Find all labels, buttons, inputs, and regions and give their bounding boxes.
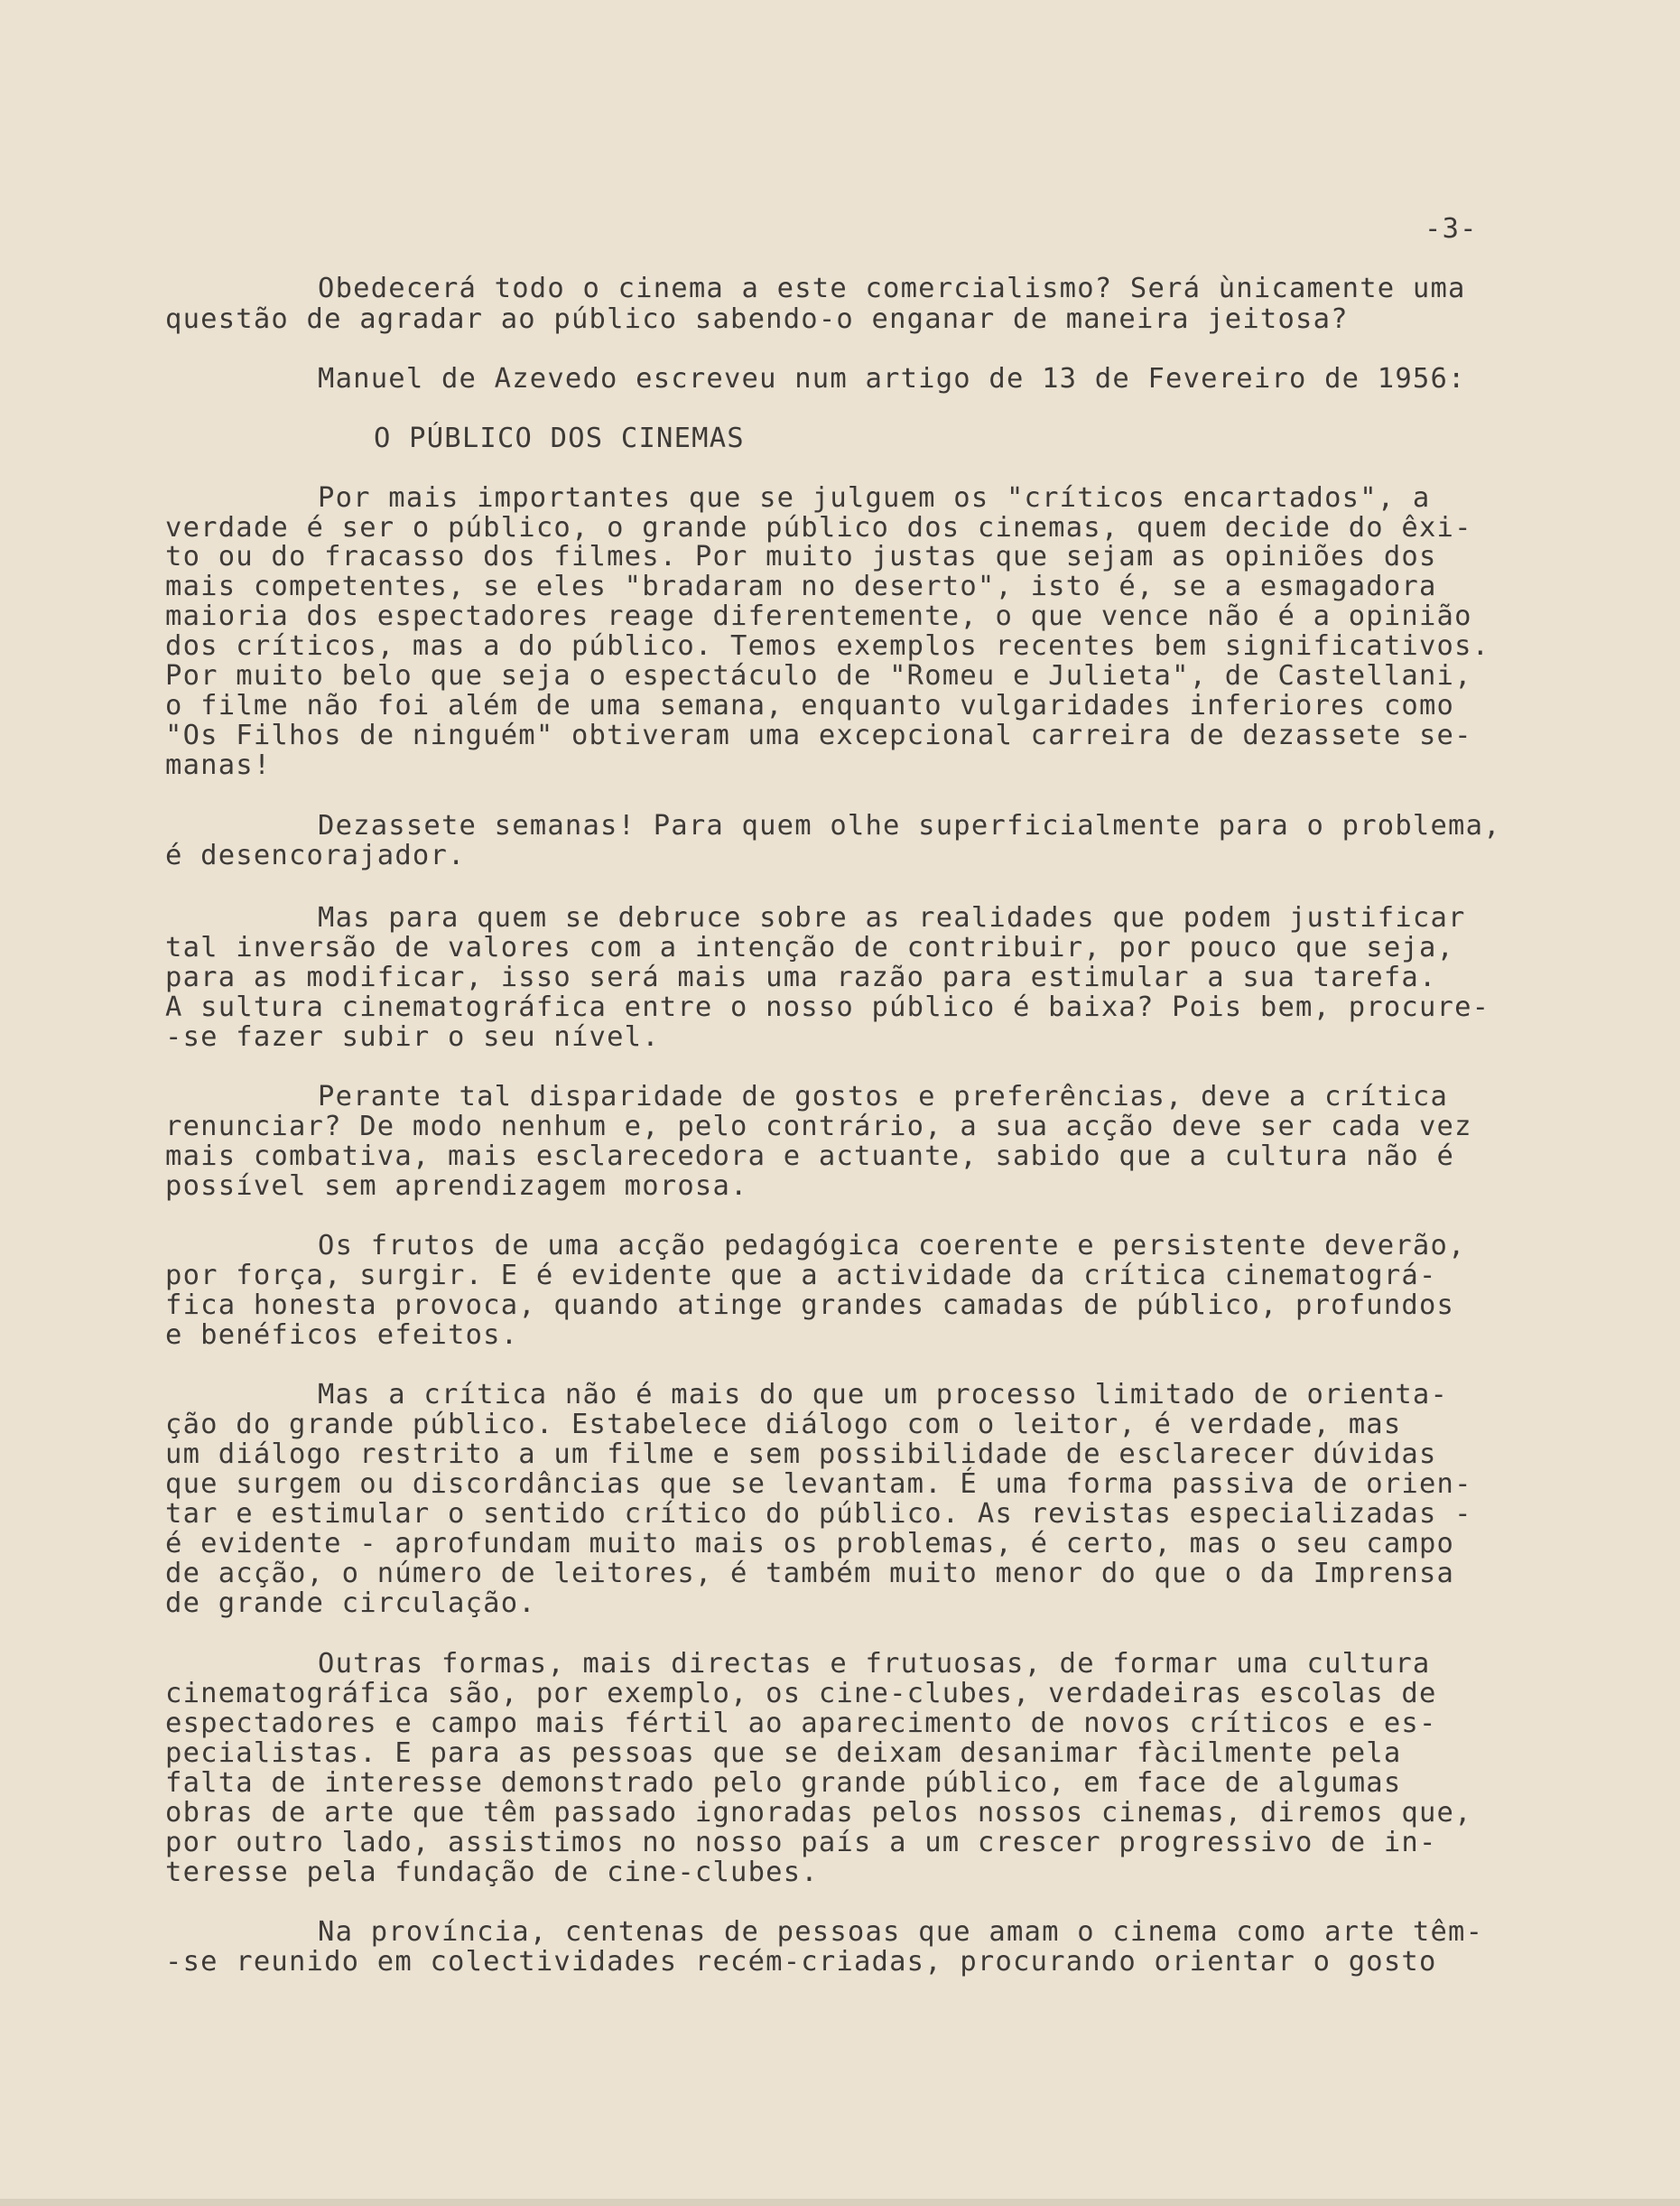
text-line: o filme não foi além de uma semana, enquanto vulgaridades inferiores como xyxy=(165,690,1455,721)
text-line: tal inversão de valores com a intenção de contribuir, por pouco que seja, xyxy=(165,932,1455,963)
text-line: por força, surgir. E é evidente que a actividade da crítica cinematográ- xyxy=(165,1260,1437,1291)
text-line: Na província, centenas de pessoas que amam o cinema como arte têm- xyxy=(318,1916,1484,1948)
text-line: renunciar? De modo nenhum e, pelo contrário, a sua acção deve ser cada vez xyxy=(165,1111,1472,1142)
text-line: para as modificar, isso será mais uma razão para estimular a sua tarefa. xyxy=(165,962,1437,993)
text-line: Mas para quem se debruce sobre as realidades que podem justificar xyxy=(318,902,1466,934)
text-line: tar e estimular o sentido crítico do público. As revistas especializadas - xyxy=(165,1498,1472,1530)
text-line: to ou do fracasso dos filmes. Por muito justas que sejam as opiniões dos xyxy=(165,541,1437,572)
text-line: que surgem ou discordâncias que se levantam. É uma forma passiva de orien- xyxy=(165,1468,1472,1500)
text-line: um diálogo restrito a um filme e sem possibilidade de esclarecer dúvidas xyxy=(165,1438,1437,1470)
text-line: Obedecerá todo o cinema a este comercialismo? Será ùnicamente uma xyxy=(318,273,1466,304)
text-line: pecialistas. E para as pessoas que se deixam desanimar fàcilmente pela xyxy=(165,1737,1402,1769)
text-line: falta de interesse demonstrado pelo grande público, em face de algumas xyxy=(165,1767,1402,1799)
text-line: Os frutos de uma acção pedagógica coerente e persistente deverão, xyxy=(318,1230,1466,1261)
text-line: Mas a crítica não é mais do que um processo limitado de orienta- xyxy=(318,1379,1449,1410)
text-line: cinematográfica são, por exemplo, os cine-clubes, verdadeiras escolas de xyxy=(165,1678,1437,1709)
text-line: Por muito belo que seja o espectáculo de "Romeu e Julieta", de Castellani, xyxy=(165,660,1472,692)
text-line: é desencorajador. xyxy=(165,840,466,871)
text-line: -se fazer subir o seu nível. xyxy=(165,1021,660,1053)
text-line: Outras formas, mais directas e frutuosas, de formar uma cultura xyxy=(318,1648,1431,1680)
text-line: dos críticos, mas a do público. Temos exemplos recentes bem significativos. xyxy=(165,630,1490,662)
text-line: questão de agradar ao público sabendo-o enganar de maneira jeitosa? xyxy=(165,303,1349,335)
page-bottom-edge xyxy=(0,2199,1680,2206)
text-line: obras de arte que têm passado ignoradas pelos nossos cinemas, diremos que, xyxy=(165,1797,1472,1829)
text-line: mais competentes, se eles "bradaram no deserto", isto é, se a esmagadora xyxy=(165,571,1437,602)
text-line: é evidente - aprofundam muito mais os problemas, é certo, mas o seu campo xyxy=(165,1528,1455,1559)
page-number: -3- xyxy=(1425,213,1478,245)
text-line: "Os Filhos de ninguém" obtiveram uma excepcional carreira de dezassete se- xyxy=(165,720,1472,751)
text-line: mais combativa, mais esclarecedora e actuante, sabido que a cultura não é xyxy=(165,1140,1455,1172)
text-line: espectadores e campo mais fértil ao aparecimento de novos críticos e es- xyxy=(165,1708,1437,1739)
text-line: Perante tal disparidade de gostos e preferências, deve a crítica xyxy=(318,1081,1449,1112)
text-line: de acção, o número de leitores, é também muito menor do que o da Imprensa xyxy=(165,1558,1455,1589)
text-line: possível sem aprendizagem morosa. xyxy=(165,1170,748,1202)
text-line: fica honesta provoca, quando atinge grandes camadas de público, profundos xyxy=(165,1289,1455,1321)
text-line: -se reunido em colectividades recém-criadas, procurando orientar o gosto xyxy=(165,1946,1437,1978)
section-heading: O PÚBLICO DOS CINEMAS xyxy=(374,423,745,454)
text-line: teresse pela fundação de cine-clubes. xyxy=(165,1857,819,1888)
text-line: verdade é ser o público, o grande público dos cinemas, quem decide do êxi- xyxy=(165,512,1472,544)
text-line: Por mais importantes que se julguem os "críticos encartados", a xyxy=(318,482,1431,514)
text-line: Manuel de Azevedo escreveu num artigo de 13 de Fevereiro de 1956: xyxy=(318,363,1466,395)
text-line: por outro lado, assistimos no nosso país a um crescer progressivo de in- xyxy=(165,1827,1437,1858)
text-line: A sultura cinematográfica entre o nosso público é baixa? Pois bem, procure- xyxy=(165,991,1490,1023)
text-line: manas! xyxy=(165,749,272,781)
text-line: Dezassete semanas! Para quem olhe superficialmente para o problema, xyxy=(318,810,1501,842)
text-line: e benéficos efeitos. xyxy=(165,1319,519,1351)
text-line: de grande circulação. xyxy=(165,1587,536,1619)
text-line: maioria dos espectadores reage diferentemente, o que vence não é a opinião xyxy=(165,600,1472,632)
text-line: ção do grande público. Estabelece diálogo com o leitor, é verdade, mas xyxy=(165,1409,1402,1440)
